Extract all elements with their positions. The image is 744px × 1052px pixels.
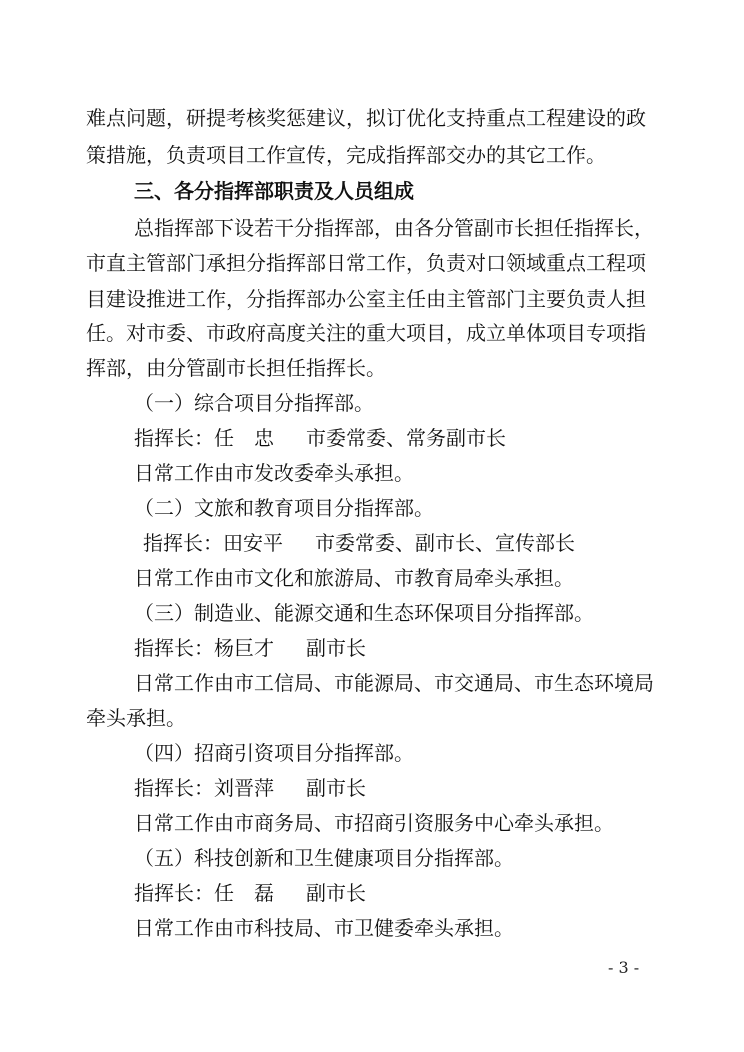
commander-role: 市委常委、常务副市长 bbox=[306, 426, 506, 450]
body-line: 任。对市委、市政府高度关注的重大项目，成立单体项目专项指 bbox=[86, 321, 646, 345]
subsection-title: （五）科技创新和卫生健康项目分指挥部。 bbox=[134, 846, 514, 870]
duty-line: 日常工作由市文化和旅游局、市教育局牵头承担。 bbox=[134, 566, 574, 590]
commander-line bbox=[134, 635, 366, 661]
body-line: 策措施，负责项目工作宣传，完成指挥部交办的其它工作。 bbox=[86, 143, 606, 167]
commander-label: 指挥长： bbox=[134, 776, 214, 800]
commander-label: 指挥长： bbox=[134, 881, 214, 905]
commander-name: 任 磊 bbox=[214, 881, 274, 905]
commander-line bbox=[143, 530, 575, 556]
subsection-title: （三）制造业、能源交通和生态环保项目分指挥部。 bbox=[134, 601, 594, 625]
page-number: - 3 - bbox=[608, 958, 640, 977]
commander-name: 田安平 bbox=[223, 531, 283, 555]
body-line: 市直主管部门承担分指挥部日常工作，负责对口领域重点工程项 bbox=[86, 251, 646, 275]
commander-role: 市委常委、副市长、宣传部长 bbox=[315, 531, 575, 555]
commander-name: 刘晋萍 bbox=[214, 776, 274, 800]
duty-line: 日常工作由市发改委牵头承担。 bbox=[134, 461, 414, 485]
duty-line: 牵头承担。 bbox=[86, 706, 186, 730]
commander-name: 杨巨才 bbox=[214, 636, 274, 660]
subsection-title: （四）招商引资项目分指挥部。 bbox=[134, 741, 414, 765]
commander-label: 指挥长： bbox=[134, 636, 214, 660]
commander-line bbox=[134, 775, 366, 801]
commander-role: 副市长 bbox=[306, 776, 366, 800]
body-line: 难点问题，研提考核奖惩建议，拟订优化支持重点工程建设的政 bbox=[86, 106, 646, 130]
body-line: 挥部，由分管副市长担任指挥长。 bbox=[86, 356, 386, 380]
commander-label: 指挥长： bbox=[143, 531, 223, 555]
commander-line bbox=[134, 425, 506, 451]
commander-name: 任 忠 bbox=[214, 426, 274, 450]
body-line: 目建设推进工作，分指挥部办公室主任由主管部门主要负责人担 bbox=[86, 287, 646, 311]
duty-line: 日常工作由市商务局、市招商引资服务中心牵头承担。 bbox=[134, 811, 614, 835]
commander-role: 副市长 bbox=[306, 881, 366, 905]
duty-line: 日常工作由市科技局、市卫健委牵头承担。 bbox=[134, 916, 514, 940]
duty-line: 日常工作由市工信局、市能源局、市交通局、市生态环境局 bbox=[134, 671, 654, 695]
subsection-title: （二）文旅和教育项目分指挥部。 bbox=[134, 496, 434, 520]
commander-role: 副市长 bbox=[306, 636, 366, 660]
section-heading: 三、各分指挥部职责及人员组成 bbox=[134, 179, 414, 203]
commander-label: 指挥长： bbox=[134, 426, 214, 450]
subsection-title: （一）综合项目分指挥部。 bbox=[134, 391, 374, 415]
body-line: 总指挥部下设若干分指挥部，由各分管副市长担任指挥长， bbox=[134, 216, 654, 240]
commander-line bbox=[134, 880, 366, 906]
